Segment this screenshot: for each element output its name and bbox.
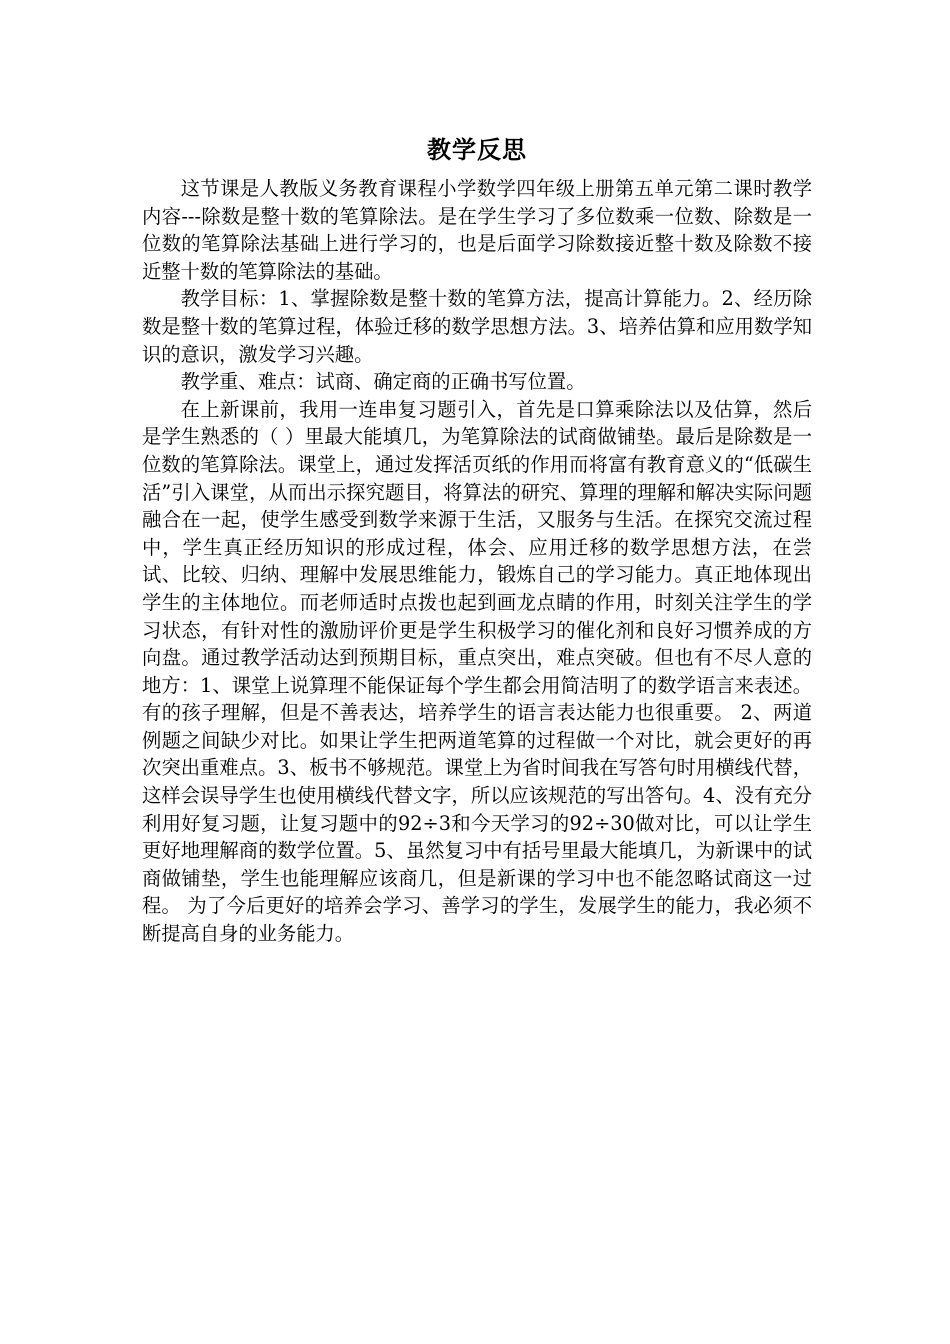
- paragraph-reflection: 在上新课前，我用一连串复习题引入，首先是口算乘除法以及估算，然后是学生熟悉的（ ）里最大能填几，为笔算除法的试商做铺垫。最后是除数是一位数的笔算除法。课堂上，通过发挥活页纸的作用而将富有教育意义的“低碳生活”引入课堂，从而出示探究题目，将算法的研究、算理的理解和解决实际问题融合在一起，使学生感受到数学来源于生活，又服务与生活。在探究交流过程中，学生真正经历知识的形成过程，体会、应用迁移的数学思想方法，在尝试、比较、归纳、理解中发展思维能力，锻炼自己的学习能力。真正地体现出学生的主体地位。而老师适时点拨也起到画龙点睛的作用，时刻关注学生的学习状态，有针对性的激励评价更是学生积极学习的催化剂和良好习惯养成的方向盘。通过教学活动达到预期目标，重点突出，难点突破。但也有不尽人意的地方：1、课堂上说算理不能保证每个学生都会用简洁明了的数学语言来表述。有的孩子理解，但是不善表达，培养学生的语言表达能力也很重要。 2、两道例题之间缺少对比。如果让学生把两道笔算的过程做一个对比，就会更好的再次突出重难点。3、板书不够规范。课堂上为省时间我在写答句时用横线代替，这样会误导学生也使用横线代替文字，所以应该规范的写出答句。4、没有充分利用好复习题，让复习题中的92÷3和今天学习的92÷30做对比，可以让学生更好地理解商的数学位置。5、虽然复习中有括号里最大能填几，为新课中的试商做铺垫，学生也能理解应该商几，但是新课的学习中也不能忽略试商这一过程。 为了今后更好的培养会学习、善学习的学生，发展学生的能力，我必须不断提高自身的业务能力。: [142, 397, 812, 946]
- document-title: 教学反思: [427, 136, 527, 164]
- paragraph-teaching-goals: 教学目标：1、掌握除数是整十数的笔算方法，提高计算能力。2、经历除数是整十数的笔算过程，体验迁移的数学思想方法。3、培养估算和应用数学知识的意识，激发学习兴趣。: [142, 287, 812, 366]
- paragraph-introduction: 这节课是人教版义务教育课程小学数学四年级上册第五单元第二课时教学内容---除数是整十数的笔算除法。是在学生学习了多位数乘一位数、除数是一位数的笔算除法基础上进行学习的，也是后面学习除数接近整十数及除数不接近整十数的笔算除法的基础。: [142, 177, 812, 283]
- paragraph-key-points: 教学重、难点：试商、确定商的正确书写位置。: [180, 370, 586, 394]
- document-page: [142, 133, 812, 948]
